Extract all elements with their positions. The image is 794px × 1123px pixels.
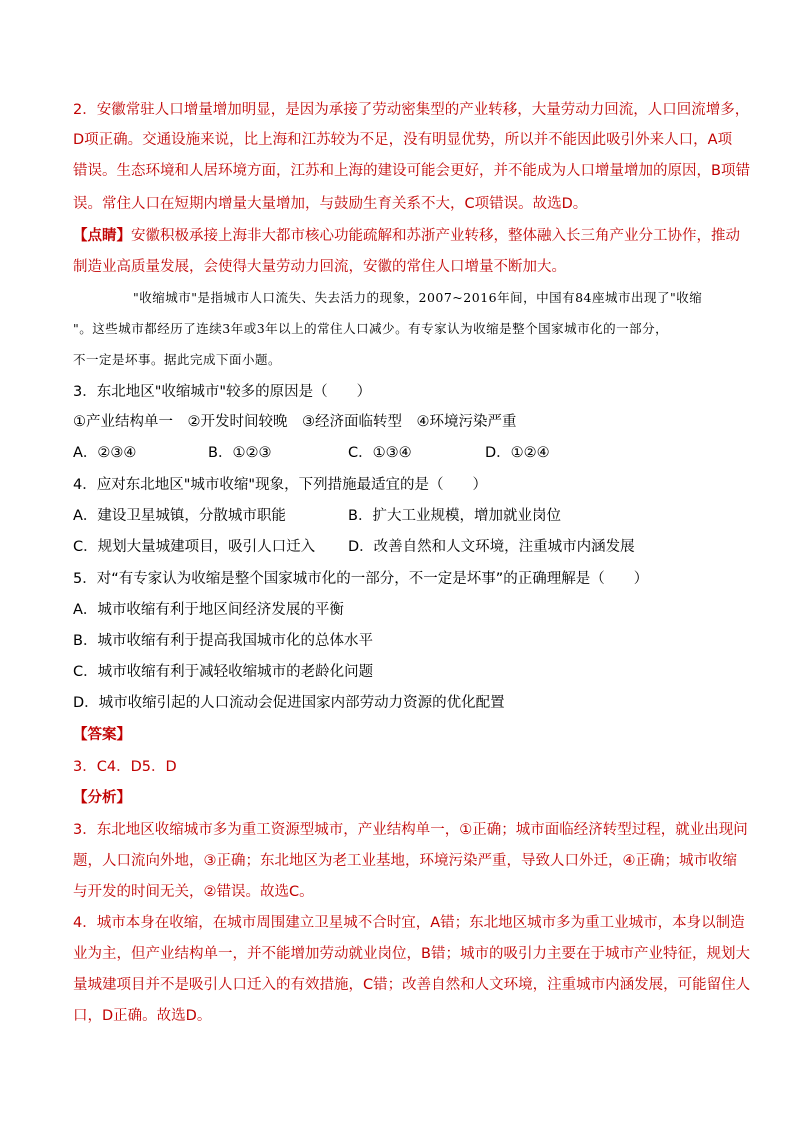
q4-option-c: C．规划大量城建项目，吸引人口迁入 — [73, 539, 316, 555]
q5-stem: 5．对“有专家认为收缩是整个国家城市化的一部分，不一定是坏事”的正确理解是（ ） — [73, 571, 649, 587]
answer-text: 3．C4．D5．D — [73, 759, 177, 775]
q4-option-a: A．建设卫星城镇，分散城市职能 — [73, 508, 286, 524]
q3-items: ①产业结构单一 ②开发时间较晚 ③经济面临转型 ④环境污染严重 — [73, 414, 517, 430]
analysis-tag: 【分析】 — [73, 790, 131, 806]
analysis-q2-line-1: 2．安徽常驻人口增量增加明显，是因为承接了劳动密集型的产业转移，大量劳动力回流，人口回流增多， — [73, 102, 750, 118]
q3-option-a: A．②③④ — [73, 445, 137, 461]
material-line-1: "收缩城市"是指城市人口流失、失去活力的现象，2007~2016年间，中国有84座城市出现了"收缩 — [133, 290, 703, 305]
analysis-q4-line-3: 量城建项目并不是吸引人口迁入的有效措施，C错；改善自然和人文环境，注重城市内涵发展，可能留住人 — [73, 977, 751, 993]
analysis-q3-line-1: 3．东北地区收缩城市多为重工资源型城市，产业结构单一，①正确；城市面临经济转型过程，就业出现问 — [73, 822, 748, 838]
analysis-q4-line-1: 4．城市本身在收缩，在城市周围建立卫星城不合时宜，A错；东北地区城市多为重工业城市，本身以制造 — [73, 915, 745, 931]
q5-option-d: D．城市收缩引起的人口流动会促进国家内部劳动力资源的优化配置 — [73, 695, 505, 711]
q3-option-b: B．①②③ — [208, 445, 272, 461]
q5-option-a: A．城市收缩有利于地区间经济发展的平衡 — [73, 602, 344, 618]
analysis-q4-line-4: 口，D正确。故选D。 — [73, 1008, 212, 1024]
comment-line-1 — [73, 226, 740, 246]
material-line-3: 不一定是坏事。据此完成下面小题。 — [73, 352, 282, 367]
answer-tag: 【答案】 — [73, 727, 131, 743]
q4-option-b: B．扩大工业规模，增加就业岗位 — [348, 508, 561, 524]
q3-option-c: C．①③④ — [348, 445, 412, 461]
analysis-q2-line-4: 误。常住人口在短期内增量大量增加，与鼓励生育关系不大，C项错误。故选D。 — [73, 196, 588, 212]
analysis-q2-line-2: D项正确。交通设施来说，比上海和江苏较为不足，没有明显优势，所以并不能因此吸引外来人口，A项 — [73, 132, 733, 148]
comment-line-2: 制造业高质量发展，会使得大量劳动力回流，安徽的常住人口增量不断加大。 — [73, 259, 566, 275]
q5-option-b: B．城市收缩有利于提高我国城市化的总体水平 — [73, 633, 373, 649]
q3-stem: 3．东北地区"收缩城市"较多的原因是（ ） — [73, 384, 372, 400]
material-line-2: "。这些城市都经历了连续3年或3年以上的常住人口减少。有专家认为收缩是整个国家城市化的一部分， — [73, 321, 669, 336]
analysis-q4-line-2: 业为主，但产业结构单一，并不能增加劳动就业岗位，B错；城市的吸引力主要在于城市产业特征，规划大 — [73, 946, 750, 962]
comment-tag: 【点睛】 — [73, 228, 131, 244]
comment-text: 安徽积极承接上海非大都市核心功能疏解和苏浙产业转移，整体融入长三角产业分工协作，推动 — [131, 228, 740, 244]
q5-option-c: C．城市收缩有利于减轻收缩城市的老龄化问题 — [73, 664, 374, 680]
analysis-q3-line-3: 与开发的时间无关，②错误。故选C。 — [73, 884, 314, 900]
analysis-q2-line-3: 错误。生态环境和人居环境方面，江苏和上海的建设可能会更好，并不能成为人口增量增加的原因，B项错 — [73, 163, 750, 179]
q3-option-d: D．①②④ — [485, 445, 550, 461]
q4-stem: 4．应对东北地区"城市收缩"现象，下列措施最适宜的是（ ） — [73, 477, 488, 493]
analysis-q3-line-2: 题，人口流向外地，③正确；东北地区为老工业基地，环境污染严重，导致人口外迁，④正确；城市收缩 — [73, 853, 737, 869]
q4-option-d: D．改善自然和人文环境，注重城市内涵发展 — [348, 539, 635, 555]
